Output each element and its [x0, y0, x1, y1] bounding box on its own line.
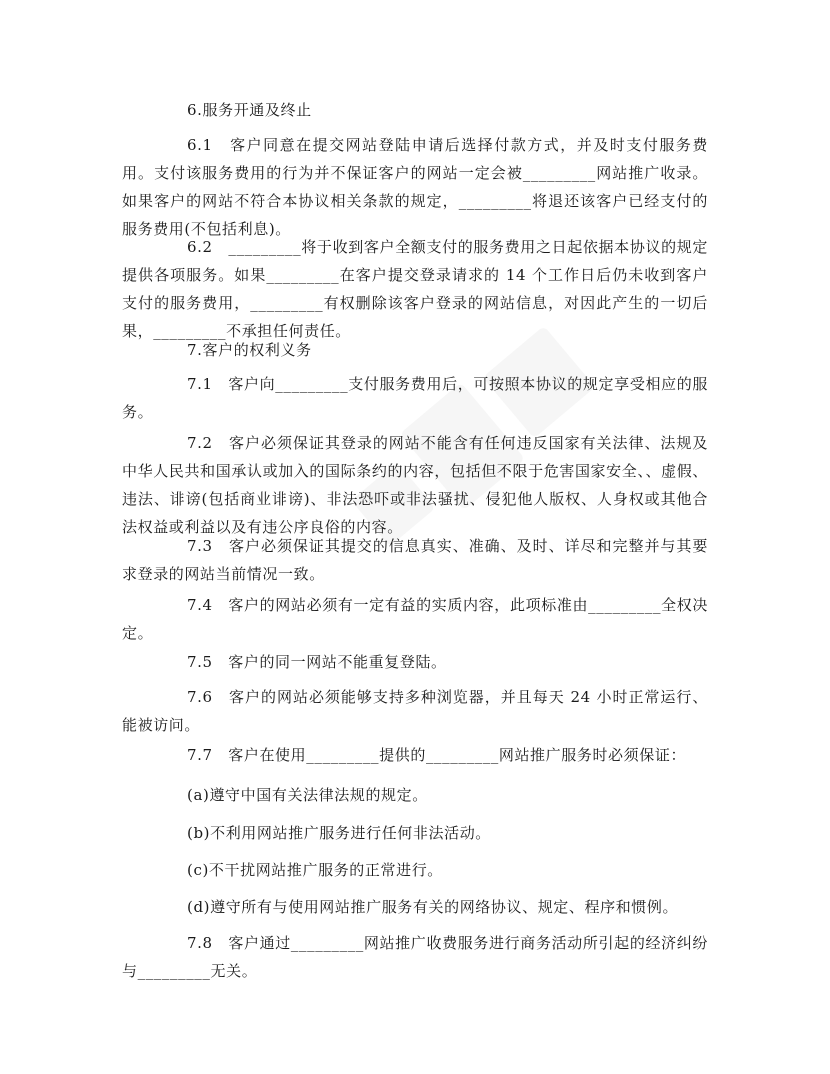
clause-7-7: 7.7 客户在使用_________提供的_________网站推广服务时必须保证：: [187, 746, 687, 764]
clause-6-2: 6.2 _________将于收到客户全额支付的服务费用之日起依据本协议的规定提供各项服务。如果_________在客户提交登录请求的 14 个工作日后仍未收到客户支付的服务费用，_________有权删除该客户登录的网站信息，对因此产生的一切后果，_________不承担任何责任。: [122, 238, 708, 340]
clause-7-2: 7.2 客户必须保证其登录的网站不能含有任何违反国家有关法律、法规及中华人民共和国承认或加入的国际条约的内容，包括但不限于危害国家安全、、虚假、违法、诽谤(包括商业诽谤)、非法恐吓或非法骚扰、侵犯他人版权、人身权或其他合法权益或利益以及有违公序良俗的内容。: [122, 434, 708, 536]
clause-7-7-b: (b)不利用网站推广服务进行任何非法活动。: [187, 824, 491, 842]
clause-7-4: 7.4 客户的网站必须有一定有益的实质内容，此项标准由_________全权决定。: [122, 596, 708, 642]
clause-7-3: 7.3 客户必须保证其提交的信息真实、准确、及时、详尽和完整并与其要求登录的网站当前情况一致。: [122, 537, 708, 583]
section-7-heading: 7.客户的权利义务: [187, 341, 312, 359]
clause-6-1: 6.1 客户同意在提交网站登陆申请后选择付款方式，并及时支付服务费用。支付该服务费用的行为并不保证客户的网站一定会被_________网站推广收录。如果客户的网站不符合本协议相关条款的规定，_________将退还该客户已经支付的服务费用(不包括利息)。: [122, 136, 708, 238]
clause-7-8: 7.8 客户通过_________网站推广收费服务进行商务活动所引起的经济纠纷与_________无关。: [122, 934, 708, 980]
clause-7-1: 7.1 客户向_________支付服务费用后，可按照本协议的规定享受相应的服务。: [122, 375, 708, 421]
clause-7-5: 7.5 客户的同一网站不能重复登陆。: [187, 653, 447, 671]
clause-7-7-a: (a)遵守中国有关法律法规的规定。: [187, 786, 428, 804]
clause-7-6: 7.6 客户的网站必须能够支持多种浏览器，并且每天 24 小时正常运行、能被访问。: [122, 688, 708, 734]
section-6-heading: 6.服务开通及终止: [187, 101, 312, 119]
clause-7-7-d: (d)遵守所有与使用网站推广服务有关的网络协议、规定、程序和惯例。: [187, 898, 679, 916]
clause-7-7-c: (c)不干扰网站推广服务的正常进行。: [187, 861, 443, 879]
